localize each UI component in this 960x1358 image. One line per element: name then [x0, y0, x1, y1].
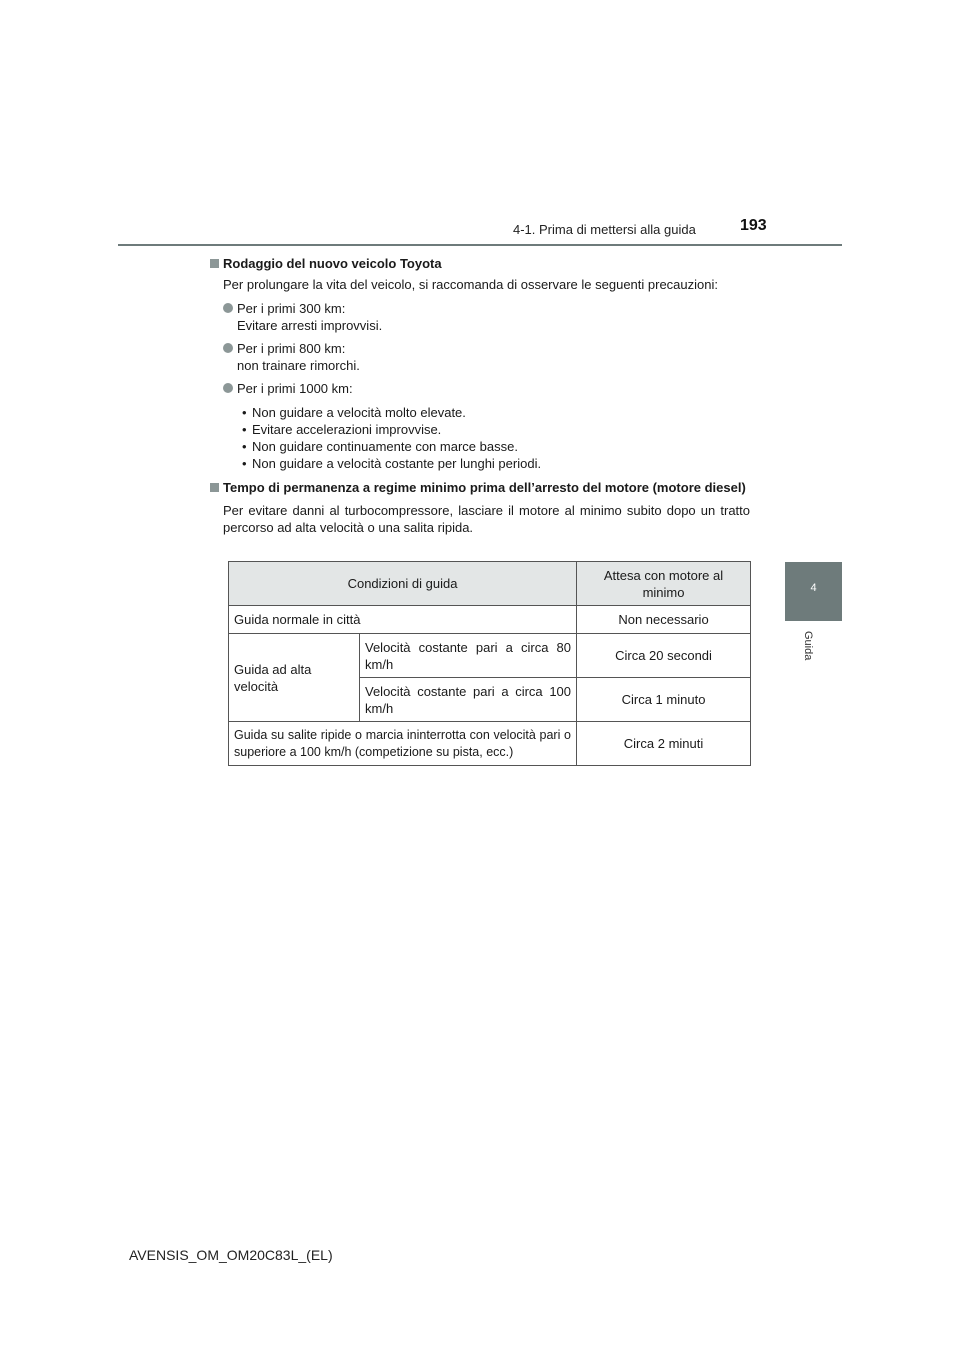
- table-header-cell: Attesa con motore al minimo: [577, 562, 751, 606]
- section-heading-break-in: [210, 255, 750, 272]
- table-row: [229, 606, 751, 634]
- table-header-cell: Condizioni di guida: [229, 562, 577, 606]
- table-cell: Guida ad alta velocità: [229, 634, 360, 722]
- sub-list-item: • Evitare accelerazioni improvvise.: [242, 421, 750, 438]
- table-cell: Circa 20 secondi: [577, 634, 751, 678]
- list-item: [223, 340, 750, 374]
- table-cell: Velocità costante pari a circa 100 km/h: [360, 678, 577, 722]
- section-title: Rodaggio del nuovo veicolo Toyota: [223, 256, 442, 271]
- section-intro: Per evitare danni al turbocompressore, lasciare il motore al minimo subito dopo un tratto percorso ad alta velocità o una salita ripida.: [223, 503, 750, 535]
- sub-list-item: • Non guidare a velocità costante per lunghi periodi.: [242, 455, 750, 472]
- section-title: Tempo di permanenza a regime minimo prima dell’arresto del motore (motore diesel): [223, 480, 746, 495]
- table-row: [229, 634, 751, 678]
- main-content: [210, 255, 750, 536]
- list-item-line: Evitare arresti improvvisi.: [237, 318, 383, 333]
- sub-list-item: • Non guidare a velocità molto elevate.: [242, 404, 750, 421]
- table-cell: Velocità costante pari a circa 80 km/h: [360, 634, 577, 678]
- list-item-line: Per i primi 1000 km:: [237, 381, 353, 396]
- list-item: [223, 380, 750, 397]
- circle-bullet-icon: [223, 383, 233, 393]
- table-cell: Circa 2 minuti: [577, 722, 751, 766]
- idle-time-table: [228, 561, 751, 766]
- circle-bullet-icon: [223, 343, 233, 353]
- table-row: [229, 722, 751, 766]
- chapter-number: 4: [810, 582, 817, 594]
- header-divider: [118, 244, 842, 246]
- circle-bullet-icon: [223, 303, 233, 313]
- table-header-row: [229, 562, 751, 606]
- list-item-line: Per i primi 800 km:: [237, 341, 346, 356]
- table-cell: Guida normale in città: [229, 606, 577, 634]
- table-cell: Guida su salite ripide o marcia ininterrotta con velocità pari o superiore a 100 km/h (competizione su pista, ecc.): [229, 722, 577, 766]
- chapter-label: Guida: [802, 631, 814, 661]
- chapter-tab: [785, 562, 842, 621]
- document-code: AVENSIS_OM_OM20C83L_(EL): [129, 1247, 333, 1263]
- section-heading-idle: [210, 479, 750, 496]
- table-cell: Non necessario: [577, 606, 751, 634]
- table-cell: Circa 1 minuto: [577, 678, 751, 722]
- list-item-line: non trainare rimorchi.: [237, 358, 360, 373]
- sub-list: [242, 404, 750, 472]
- square-bullet-icon: [210, 483, 219, 492]
- square-bullet-icon: [210, 259, 219, 268]
- page-number: 193: [740, 217, 767, 234]
- list-item-line: Per i primi 300 km:: [237, 301, 346, 316]
- sub-list-item: • Non guidare continuamente con marce basse.: [242, 438, 750, 455]
- section-intro: Per prolungare la vita del veicolo, si raccomanda di osservare le seguenti precauzioni:: [223, 277, 718, 292]
- list-item: [223, 300, 750, 334]
- header-section-title: 4-1. Prima di mettersi alla guida: [513, 222, 696, 237]
